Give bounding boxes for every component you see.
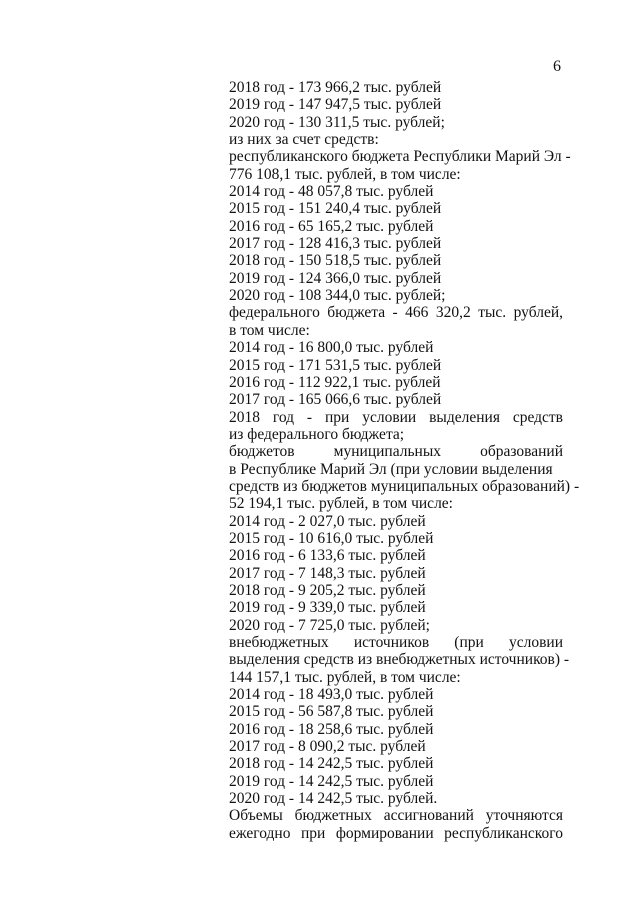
text-line: в том числе:: [229, 321, 310, 339]
text-line: в Республике Марий Эл (при условии выделения: [229, 460, 553, 478]
text-line: 2019 год - 147 947,5 тыс. рублей: [229, 96, 442, 114]
text-line: Объемы бюджетных ассигнований уточняются: [229, 807, 563, 825]
text-line: республиканского бюджета Республики Марий Эл -: [229, 148, 571, 166]
text-line: 2014 год - 2 027,0 тыс. рублей: [229, 512, 426, 530]
text-line: 2020 год - 108 344,0 тыс. рублей;: [229, 287, 446, 305]
text-line: 2015 год - 10 616,0 тыс. рублей: [229, 529, 434, 547]
text-line: 2020 год - 7 725,0 тыс. рублей;: [229, 616, 430, 634]
text-line: 2017 год - 165 066,6 тыс. рублей: [229, 391, 442, 409]
text-line: 2018 год - 173 966,2 тыс. рублей: [229, 79, 442, 96]
text-line: из них за счет средств:: [229, 131, 379, 149]
text-line: 2016 год - 18 258,6 тыс. рублей: [229, 720, 434, 738]
text-line: 776 108,1 тыс. рублей, в том числе:: [229, 165, 461, 183]
text-line: 2016 год - 112 922,1 тыс. рублей: [229, 373, 441, 391]
text-line: 2020 год - 130 311,5 тыс. рублей;: [229, 113, 445, 131]
text-line: 2017 год - 8 090,2 тыс. рублей: [229, 738, 426, 756]
funding-text-column: [229, 79, 580, 842]
text-line: федерального бюджета - 466 320,2 тыс. рублей,: [229, 304, 563, 322]
text-line: 144 157,1 тыс. рублей, в том числе:: [229, 668, 461, 686]
text-line: 2014 год - 48 057,8 тыс. рублей: [229, 183, 434, 201]
text-line: внебюджетных источников (при условии: [229, 634, 563, 651]
text-line: 2015 год - 56 587,8 тыс. рублей: [229, 703, 434, 721]
text-line: 2015 год - 171 531,5 тыс. рублей: [229, 356, 442, 374]
text-line: 2017 год - 128 416,3 тыс. рублей: [229, 235, 442, 253]
text-line: 2016 год - 6 133,6 тыс. рублей: [229, 547, 426, 565]
text-line: 2019 год - 124 366,0 тыс. рублей: [229, 269, 442, 287]
text-line: 52 194,1 тыс. рублей, в том числе:: [229, 495, 453, 513]
text-line: 2018 год - 14 242,5 тыс. рублей: [229, 755, 434, 773]
text-line: выделения средств из внебюджетных источников) -: [229, 651, 570, 669]
text-line: 2014 год - 18 493,0 тыс. рублей: [229, 686, 434, 704]
text-line: из федерального бюджета;: [229, 425, 405, 443]
text-line: средств из бюджетов муниципальных образований) -: [229, 477, 580, 495]
page-number: 6: [553, 58, 561, 75]
text-line: 2019 год - 14 242,5 тыс. рублей: [229, 772, 434, 790]
text-line: 2015 год - 151 240,4 тыс. рублей: [229, 200, 442, 218]
text-line: 2016 год - 65 165,2 тыс. рублей: [229, 217, 434, 235]
text-line: 2018 год - 150 518,5 тыс. рублей: [229, 252, 442, 270]
text-line: 2020 год - 14 242,5 тыс. рублей.: [229, 790, 438, 808]
text-line: 2017 год - 7 148,3 тыс. рублей: [229, 564, 426, 582]
text-line: 2014 год - 16 800,0 тыс. рублей: [229, 339, 434, 357]
text-line: ежегодно при формировании республиканского: [229, 824, 563, 842]
text-line: 2018 год - при условии выделения средств: [229, 408, 563, 426]
text-line: 2019 год - 9 339,0 тыс. рублей: [229, 599, 426, 617]
text-line: бюджетов муниципальных образований: [229, 443, 563, 461]
text-line: 2018 год - 9 205,2 тыс. рублей: [229, 581, 426, 599]
